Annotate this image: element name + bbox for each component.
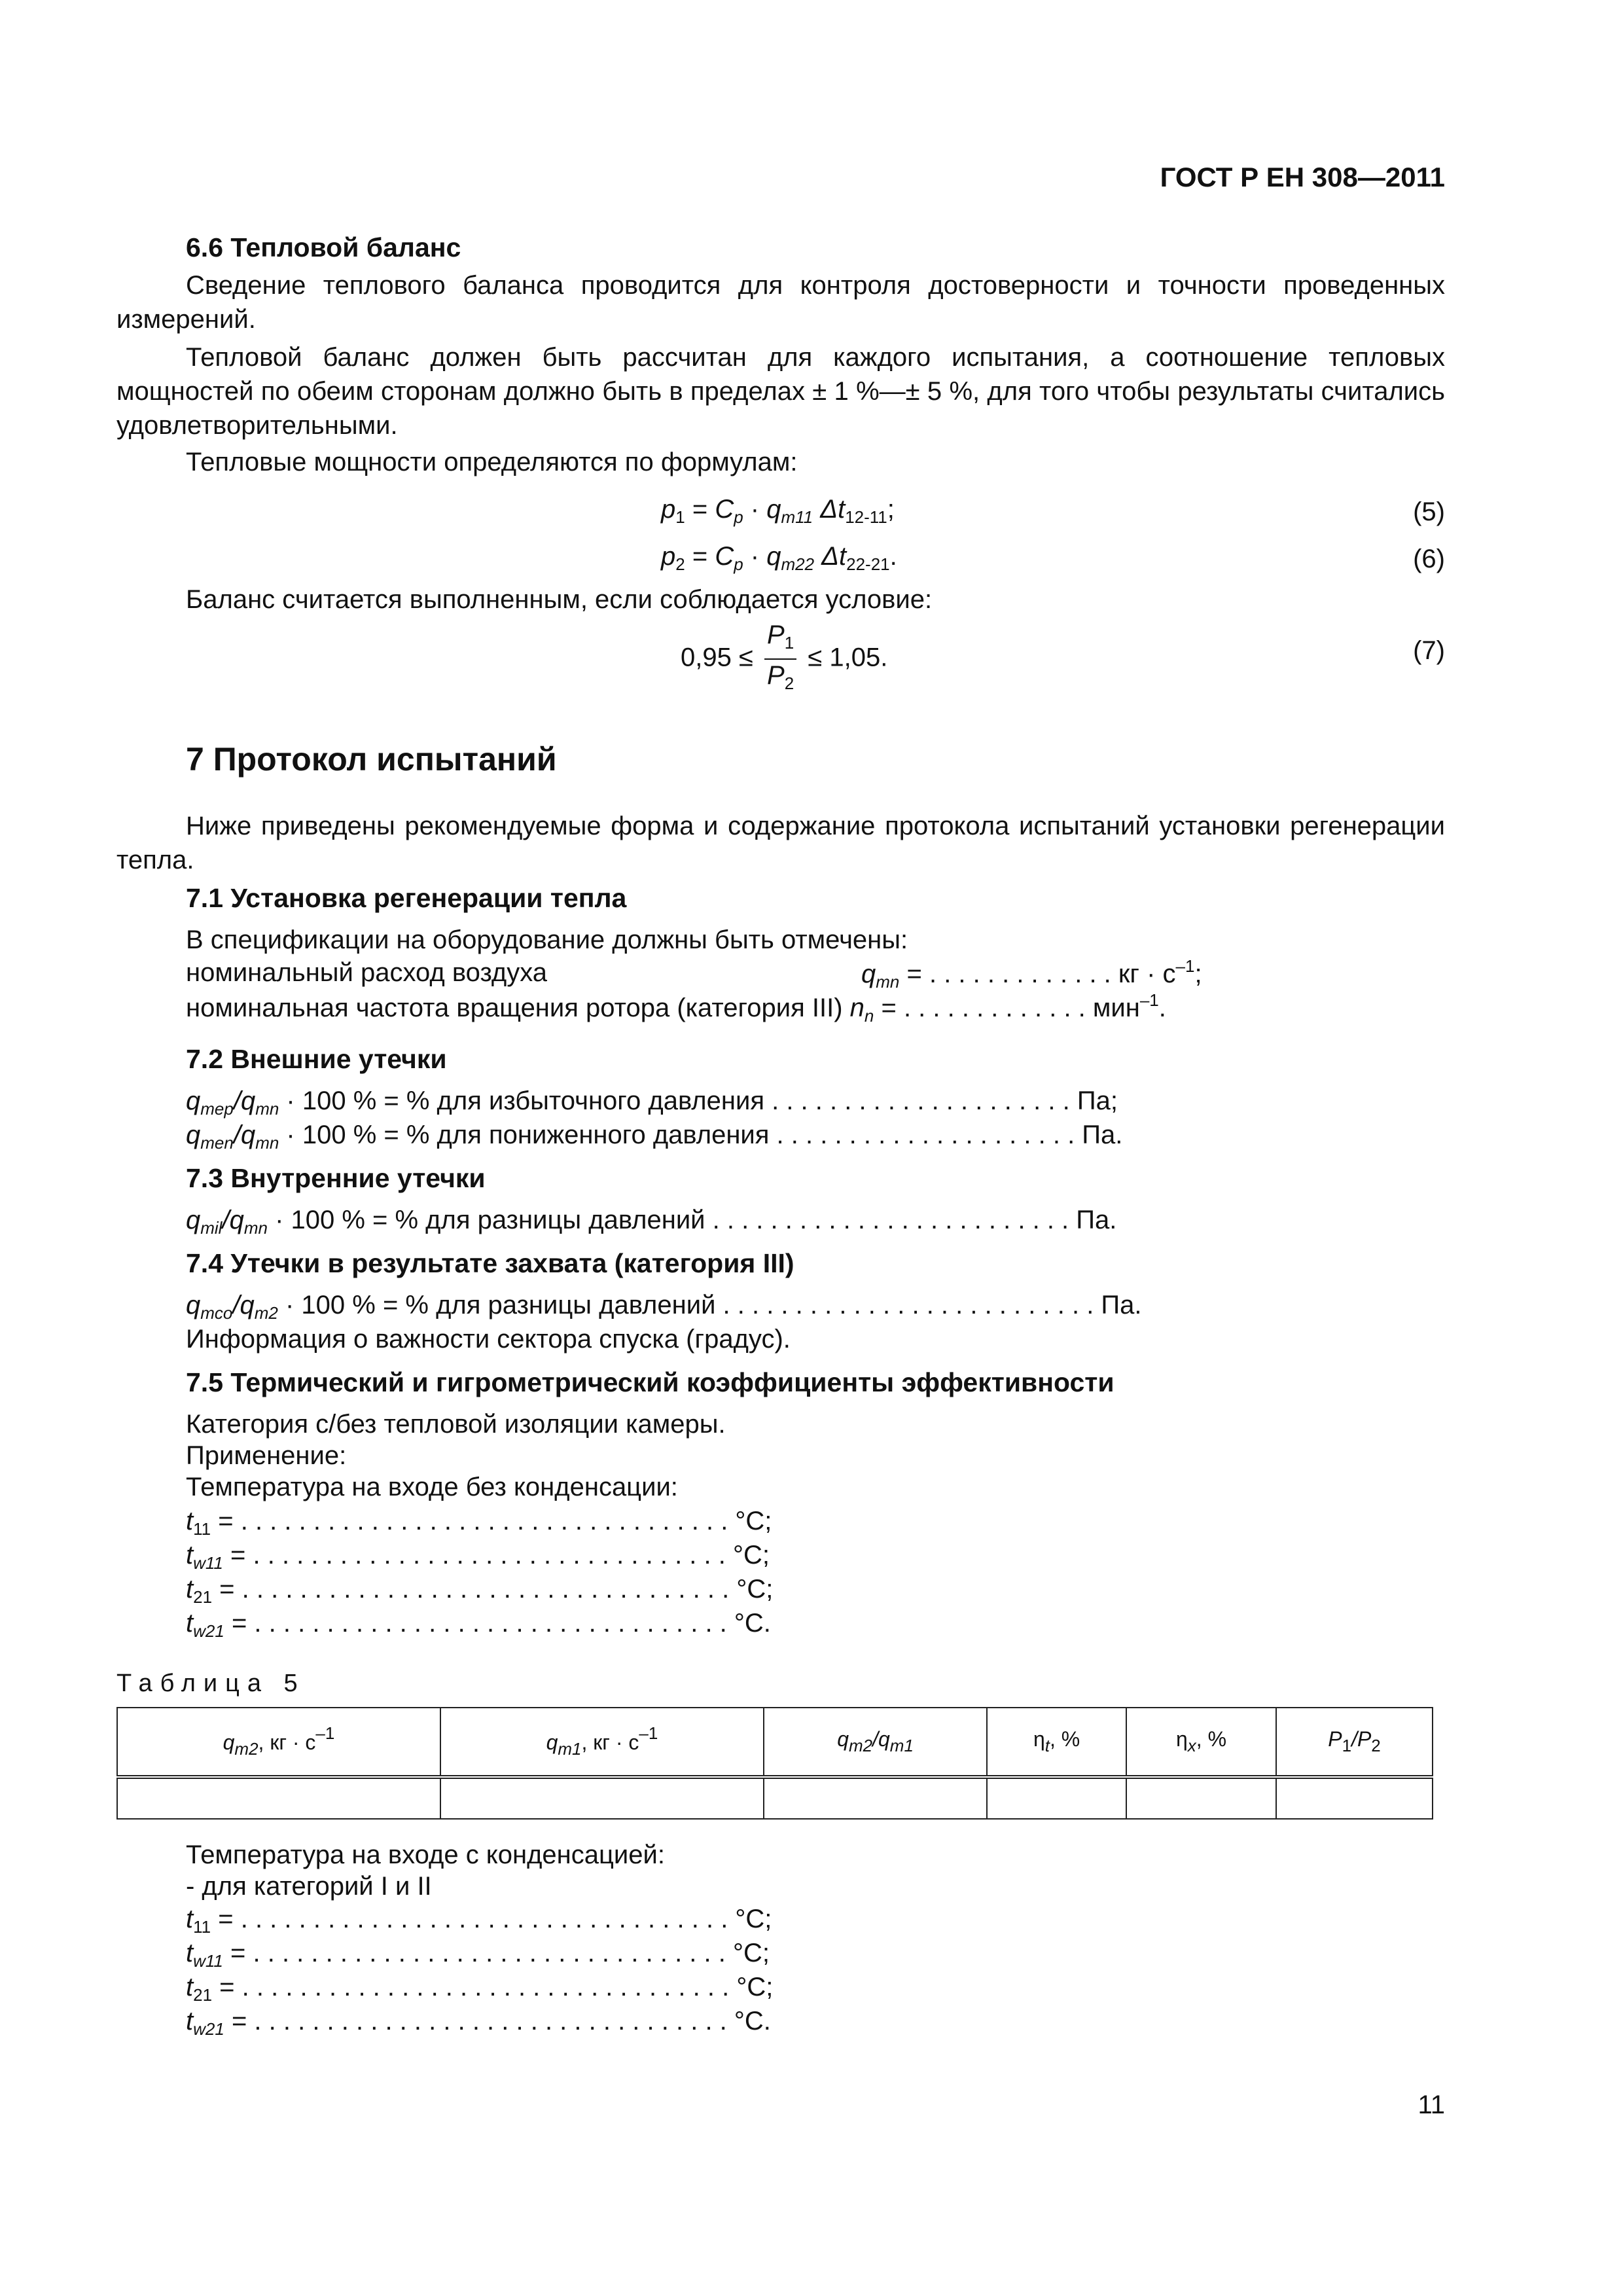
table-header-cell bbox=[440, 1708, 764, 1777]
s74-l1-q-sub: mco bbox=[200, 1303, 233, 1323]
eq5-end: ; bbox=[887, 495, 895, 524]
temp-sub: 21 bbox=[193, 1985, 213, 2005]
s71-l2-eq: = . . . . . . . . . . . . . кг · с bbox=[899, 960, 1176, 988]
temp-sub: 11 bbox=[193, 1917, 211, 1937]
s71-n: n bbox=[849, 994, 865, 1022]
th-sub: 1 bbox=[1342, 1736, 1352, 1756]
cond-temp-t11 bbox=[186, 1902, 772, 1939]
document-id: ГОСТ Р ЕН 308—2011 bbox=[1160, 162, 1445, 192]
s71-line-2-label: номинальный расход воздуха bbox=[186, 958, 548, 987]
s75-temp-tw21 bbox=[186, 1606, 771, 1643]
s71-q: q bbox=[861, 960, 876, 988]
s74-line-1 bbox=[186, 1288, 1142, 1325]
equation-5-number: (5) bbox=[1413, 497, 1445, 526]
s72-l1-text: · 100 % = % для избыточного давления . . . . . . . . . . . . . . . . . . . . . Па; bbox=[279, 1086, 1118, 1115]
eq5-q-sub: m11 bbox=[781, 507, 813, 527]
equation-5: $p_1 = C_p \cdot q_{m11}$ $\Delta t_{12-11}$; bbox=[661, 495, 895, 527]
eq5-lhs: p bbox=[661, 495, 676, 524]
temp-sym: t bbox=[186, 2007, 194, 2036]
eq7-den-p: P bbox=[767, 661, 785, 690]
eq5-dt: Δt bbox=[820, 495, 846, 524]
temp-sub: 11 bbox=[193, 1519, 211, 1539]
eq5-c-sub: p bbox=[734, 507, 743, 527]
s73-l1-q2: /q bbox=[222, 1206, 244, 1234]
s75-line-2: Применение: bbox=[186, 1441, 347, 1470]
th-sym: q bbox=[223, 1731, 235, 1755]
s75-temp-t11 bbox=[186, 1504, 772, 1541]
equation-6-number: (6) bbox=[1413, 545, 1445, 573]
section-7-2-heading: 7.2 Внешние утечки bbox=[186, 1044, 447, 1074]
table-header-cell bbox=[1126, 1708, 1276, 1777]
s71-l3-eq: = . . . . . . . . . . . . . мин bbox=[874, 994, 1140, 1022]
cond-temp-tw11 bbox=[186, 1936, 770, 1973]
th-rest: /P bbox=[1351, 1727, 1372, 1751]
table-header-cell bbox=[764, 1708, 987, 1777]
temp-sub: w21 bbox=[193, 1621, 224, 1641]
eq7-numerator bbox=[764, 619, 796, 660]
th-sub: t bbox=[1044, 1736, 1050, 1756]
s7-intro-text: Ниже приведены рекомендуемые форма и содержание протокола испытаний установки регенерации тепла. bbox=[116, 812, 1445, 874]
eq6-end: . bbox=[889, 542, 897, 571]
s66-p2-text: Тепловой баланс должен быть рассчитан для каждого испытания, а соотношение тепловых мощностей по обеим сторонам должно быть в пределах ± 1 %—± 5 %, для того чтобы результаты считались удовлетворительными. bbox=[116, 343, 1445, 440]
temp-sym: t bbox=[186, 1905, 194, 1933]
s74-l1-text: · 100 % = % для разницы давлений . . . . . . . . . . . . . . . . . . . . . . . . . . Па. bbox=[277, 1291, 1142, 1319]
th-sym: q bbox=[837, 1727, 849, 1751]
th-sub: x bbox=[1187, 1736, 1196, 1756]
s71-l2-sup: –1 bbox=[1175, 956, 1195, 976]
temp-rest: = . . . . . . . . . . . . . . . . . . . . . . . . . . . . . . . . . °С; bbox=[223, 1541, 770, 1570]
cond-line-1: Температура на входе с конденсацией: bbox=[186, 1840, 665, 1869]
cond-temp-tw21 bbox=[186, 2004, 771, 2041]
s72-l1-q: q bbox=[186, 1086, 201, 1115]
s72-l2-q2: /q bbox=[233, 1121, 256, 1149]
table-cell bbox=[987, 1777, 1126, 1819]
s73-l1-text: · 100 % = % для разницы давлений . . . . . . . . . . . . . . . . . . . . . . . . . Па. bbox=[267, 1206, 1117, 1234]
section-7-5-heading: 7.5 Термический и гигрометрический коэффициенты эффективности bbox=[186, 1367, 1115, 1397]
eq7-num-p: P bbox=[767, 620, 785, 649]
temp-sym: t bbox=[186, 1541, 194, 1570]
th-sub2: m1 bbox=[889, 1736, 914, 1756]
eq5-c: C bbox=[715, 495, 734, 524]
s71-line-2-value bbox=[861, 956, 1202, 994]
eq6-dt-sub: 22-21 bbox=[846, 554, 890, 574]
temp-sym: t bbox=[186, 1973, 194, 2001]
s71-line-3 bbox=[186, 990, 1166, 1028]
temp-rest: = . . . . . . . . . . . . . . . . . . . . . . . . . . . . . . . . . . °С; bbox=[212, 1973, 774, 2001]
s73-l1-q-sub: mil bbox=[200, 1218, 223, 1238]
temp-sub: 21 bbox=[193, 1587, 213, 1607]
s66-paragraph-3: Тепловые мощности определяются по формулам: bbox=[186, 448, 798, 476]
s72-line-2 bbox=[186, 1118, 1122, 1155]
eq6-c: C bbox=[715, 542, 734, 571]
s71-l3-label: номинальная частота вращения ротора (категория III) bbox=[186, 994, 843, 1022]
s71-l2-end: ; bbox=[1194, 960, 1202, 988]
section-6-6-heading: 6.6 Тепловой баланс bbox=[186, 232, 461, 262]
s71-n-sub: n bbox=[864, 1006, 874, 1026]
temp-sym: t bbox=[186, 1507, 194, 1535]
s73-line-1 bbox=[186, 1203, 1116, 1240]
s72-l2-q-sub: men bbox=[200, 1133, 234, 1153]
th-sym: η bbox=[1175, 1727, 1188, 1751]
th-sym: q bbox=[546, 1731, 558, 1755]
s71-l3-sup: –1 bbox=[1139, 990, 1159, 1010]
th-sym: η bbox=[1033, 1727, 1045, 1751]
equation-7 bbox=[681, 619, 887, 699]
th-rest: , кг · с bbox=[581, 1731, 639, 1755]
eq7-den-sub: 2 bbox=[784, 673, 794, 693]
temp-rest: = . . . . . . . . . . . . . . . . . . . . . . . . . . . . . . . . . . °С; bbox=[211, 1905, 772, 1933]
s74-l1-q2-sub: m2 bbox=[254, 1303, 278, 1323]
temp-sub: w11 bbox=[193, 1553, 223, 1573]
temp-sub: w21 bbox=[193, 2019, 224, 2039]
s75-line-3: Температура на входе без конденсации: bbox=[186, 1473, 678, 1501]
temp-sub: w11 bbox=[193, 1951, 223, 1971]
th-sup: –1 bbox=[315, 1723, 335, 1744]
th-sym: P bbox=[1328, 1727, 1342, 1751]
s72-l2-q2-sub: mn bbox=[255, 1133, 279, 1153]
s75-line-1: Категория с/без тепловой изоляции камеры. bbox=[186, 1410, 726, 1439]
section-7-3-heading: 7.3 Внутренние утечки bbox=[186, 1163, 486, 1193]
s66-paragraph-2 bbox=[116, 340, 1445, 442]
temp-rest: = . . . . . . . . . . . . . . . . . . . . . . . . . . . . . . . . . . °С; bbox=[212, 1575, 774, 1604]
th-rest: , кг · с bbox=[258, 1731, 316, 1755]
equation-6: $p_2 = C_p \cdot q_{m22}$ $\Delta t_{22-21}$. bbox=[661, 542, 897, 574]
eq5-dt-sub: 12-11 bbox=[845, 507, 887, 527]
s75-temp-t21 bbox=[186, 1572, 773, 1609]
table-cell bbox=[1126, 1777, 1276, 1819]
page-number: 11 bbox=[1418, 2090, 1445, 2119]
temp-rest: = . . . . . . . . . . . . . . . . . . . . . . . . . . . . . . . . . . °С; bbox=[211, 1507, 772, 1535]
table-header-row bbox=[117, 1708, 1433, 1777]
th-sub: m1 bbox=[558, 1739, 582, 1759]
s72-l1-q2-sub: mn bbox=[255, 1099, 279, 1119]
eq7-fraction bbox=[764, 619, 796, 699]
temp-sym: t bbox=[186, 1575, 194, 1604]
s7-intro bbox=[116, 809, 1445, 877]
s74-l1-q: q bbox=[186, 1291, 201, 1319]
table-row bbox=[117, 1777, 1433, 1819]
th-sub: m2 bbox=[848, 1736, 873, 1756]
temp-rest: = . . . . . . . . . . . . . . . . . . . . . . . . . . . . . . . . . °С. bbox=[224, 1609, 771, 1638]
th-rest: , % bbox=[1049, 1727, 1080, 1751]
eq6-q-sub: m22 bbox=[781, 554, 815, 574]
s75-temp-tw11 bbox=[186, 1538, 770, 1575]
temp-rest: = . . . . . . . . . . . . . . . . . . . . . . . . . . . . . . . . . °С; bbox=[223, 1939, 770, 1967]
eq6-c-sub: p bbox=[734, 554, 743, 574]
eq6-lhs-sub: 2 bbox=[675, 554, 685, 574]
table-5-caption: Таблица 5 bbox=[116, 1670, 306, 1697]
table-header-cell bbox=[117, 1708, 440, 1777]
table-5 bbox=[116, 1707, 1433, 1820]
s73-l1-q: q bbox=[186, 1206, 201, 1234]
eq5-q: q bbox=[766, 495, 781, 524]
eq6-q: q bbox=[766, 542, 781, 571]
s66-paragraph-1 bbox=[116, 268, 1445, 336]
s66-p1-text: Сведение теплового баланса проводится для контроля достоверности и точности проведенных измерений. bbox=[116, 271, 1445, 334]
table-cell bbox=[440, 1777, 764, 1819]
table-header-cell bbox=[987, 1708, 1126, 1777]
section-7-1-heading: 7.1 Установка регенерации тепла bbox=[186, 883, 627, 913]
section-7-heading: 7 Протокол испытаний bbox=[186, 741, 557, 778]
cond-temp-t21 bbox=[186, 1970, 773, 2007]
section-7-4-heading: 7.4 Утечки в результате захвата (категория III) bbox=[186, 1248, 794, 1278]
temp-rest: = . . . . . . . . . . . . . . . . . . . . . . . . . . . . . . . . . °С. bbox=[224, 2007, 771, 2036]
table-cell bbox=[764, 1777, 987, 1819]
eq7-denominator bbox=[764, 660, 796, 699]
th-rest: /q bbox=[872, 1727, 890, 1751]
s72-l2-q: q bbox=[186, 1121, 201, 1149]
s72-l1-q-sub: mep bbox=[200, 1099, 234, 1119]
table-cell bbox=[1276, 1777, 1433, 1819]
cond-line-2: - для категорий I и II bbox=[186, 1872, 432, 1901]
eq6-lhs: p bbox=[661, 542, 676, 571]
s71-line-1: В спецификации на оборудование должны быть отмечены: bbox=[186, 925, 908, 954]
s74-l1-q2: /q bbox=[232, 1291, 255, 1319]
eq6-dt: Δt bbox=[821, 542, 847, 571]
eq7-left: 0,95 ≤ bbox=[681, 643, 753, 672]
equation-7-number: (7) bbox=[1413, 636, 1445, 665]
s73-l1-q2-sub: mn bbox=[243, 1218, 268, 1238]
s71-l3-end: . bbox=[1158, 994, 1166, 1022]
s71-q-sub: mn bbox=[876, 972, 900, 992]
s72-line-1 bbox=[186, 1084, 1118, 1121]
temp-sym: t bbox=[186, 1939, 194, 1967]
table-header-cell bbox=[1276, 1708, 1433, 1777]
th-sub: m2 bbox=[234, 1739, 259, 1759]
s72-l1-q2: /q bbox=[233, 1086, 256, 1115]
th-sup: –1 bbox=[639, 1723, 658, 1744]
s74-line-2: Информация о важности сектора спуска (градус). bbox=[186, 1325, 791, 1354]
th-sub2: 2 bbox=[1371, 1736, 1381, 1756]
eq7-right: ≤ 1,05. bbox=[808, 643, 888, 672]
th-rest: , % bbox=[1196, 1727, 1227, 1751]
s72-l2-text: · 100 % = % для пониженного давления . . . . . . . . . . . . . . . . . . . . . Па. bbox=[279, 1121, 1123, 1149]
s66-paragraph-4: Баланс считается выполненным, если соблюдается условие: bbox=[186, 585, 933, 614]
table-cell bbox=[117, 1777, 440, 1819]
eq7-num-sub: 1 bbox=[784, 633, 794, 653]
eq5-lhs-sub: 1 bbox=[675, 507, 685, 527]
temp-sym: t bbox=[186, 1609, 194, 1638]
